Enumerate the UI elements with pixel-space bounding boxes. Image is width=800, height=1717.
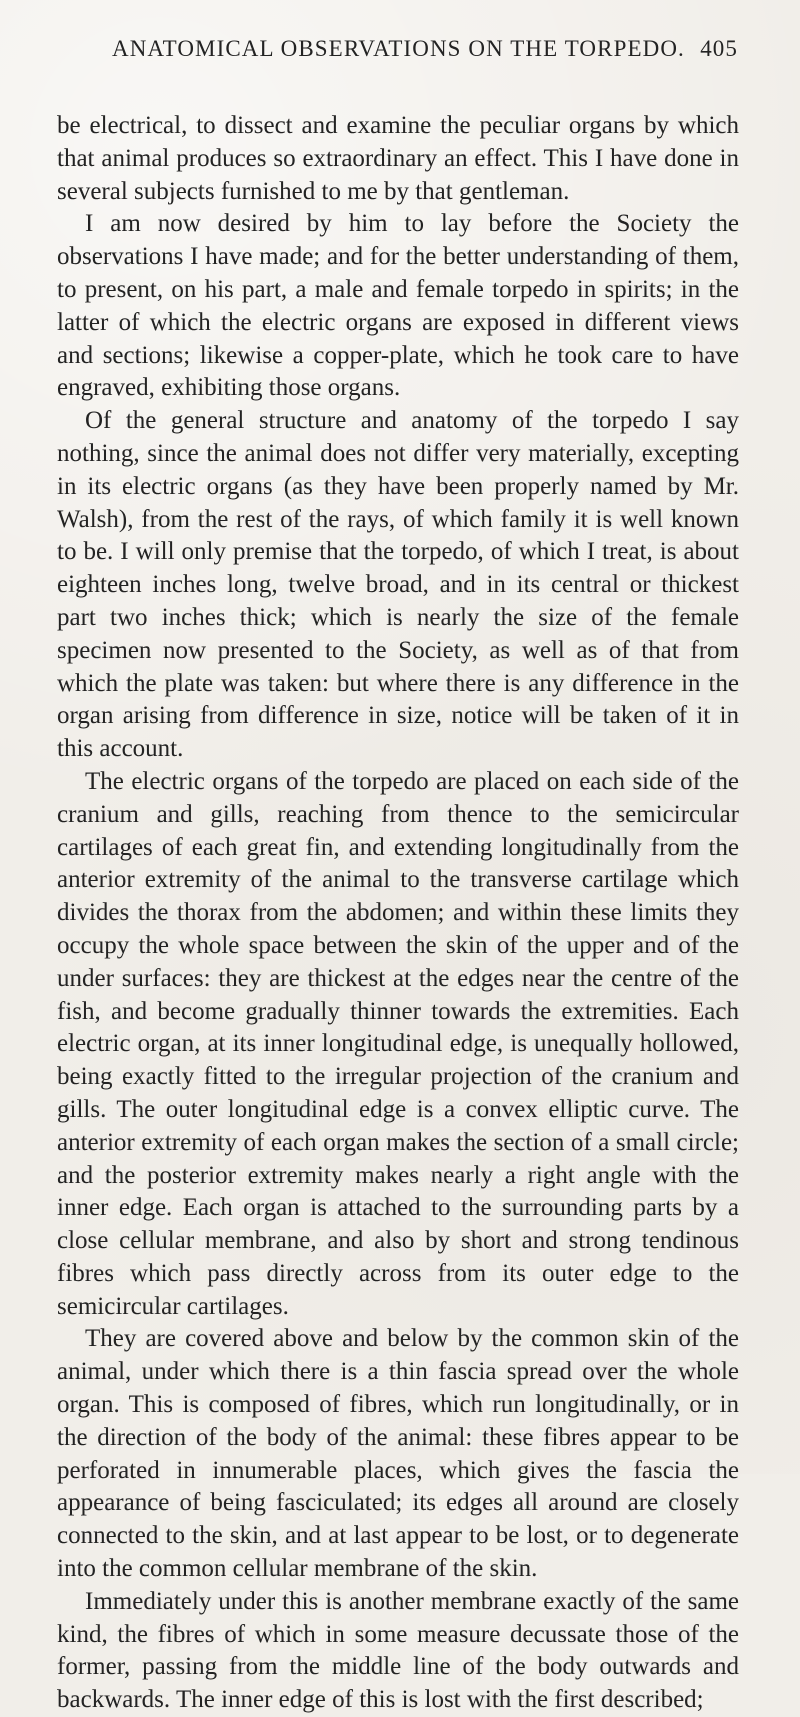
paragraph-2: I am now desired by him to lay before the Society the observations I have made; and for the better understanding of them, to present, on his part, a male and female torpedo in spirits; in the latter of which the electric organs are exposed in different views and sections; likewise a copper-plate, which he took care to have engraved, exhibiting those organs. <box>57 210 739 402</box>
paragraph-5: They are covered above and below by the common skin of the animal, under which there is a thin fascia spread over the whole organ. This is composed of fibres, which run longitudinally, or in the direction of the body of the animal: these fibres appear to be perforated in innumerable places, which gives the fascia the appearance of being fasciculated; its edges all around are closely connected to the skin, and at last appear to be lost, or to degenerate into the common cellular membrane of the skin. <box>57 1325 739 1583</box>
running-head: ANATOMICAL OBSERVATIONS ON THE TORPEDO. <box>112 36 685 61</box>
paragraph-3: Of the general structure and anatomy of the torpedo I say nothing, since the animal does not differ very materially, excepting in its electric organs (as they have been properly named by Mr. Walsh), from the rest of the rays, of which family it is well known to be. I will only premise that the torpedo, of which I treat, is about eighteen inches long, twelve broad, and in its central or thickest part two inches thick; which is nearly the size of the female specimen now presented to the Society, as well as of that from which the plate was taken: but where there is any difference in the organ arising from difference in size, notice will be taken of it in this account. <box>57 407 739 763</box>
paragraph-6: Immediately under this is another membrane exactly of the same kind, the fibres of which in some measure decussate those of the former, passing from the middle line of the body outwards and backwards. The inner edge of this is lost with the first described; <box>57 1587 739 1714</box>
page-number: 405 <box>700 36 738 61</box>
page-header <box>112 36 738 70</box>
body-text <box>57 110 739 1717</box>
paragraph-4: The electric organs of the torpedo are placed on each side of the cranium and gills, reaching from thence to the semicircular cartilages of each great fin, and extending longitudinally from the anterior extremity of the animal to the transverse cartilage which divides the thorax from the abdomen; and within these limits they occupy the whole space between the skin of the upper and of the under surfaces: they are thickest at the edges near the centre of the fish, and become gradually thinner towards the extremities. Each electric organ, at its inner longitudinal edge, is unequally hollowed, being exactly fitted to the irregular projection of the cranium and gills. The outer longitudinal edge is a convex elliptic curve. The anterior extremity of each organ makes the section of a small circle; and the posterior extremity makes nearly a right angle with the inner edge. Each organ is attached to the surrounding parts by a close cellular membrane, and also by short and strong tendinous fibres which pass directly across from its outer edge to the semicircular cartilages. <box>57 767 739 1320</box>
paragraph-1: be electrical, to dissect and examine the peculiar organs by which that animal produces so extraordinary an effect. This I have done in several subjects furnished to me by that gentleman. <box>57 112 739 205</box>
